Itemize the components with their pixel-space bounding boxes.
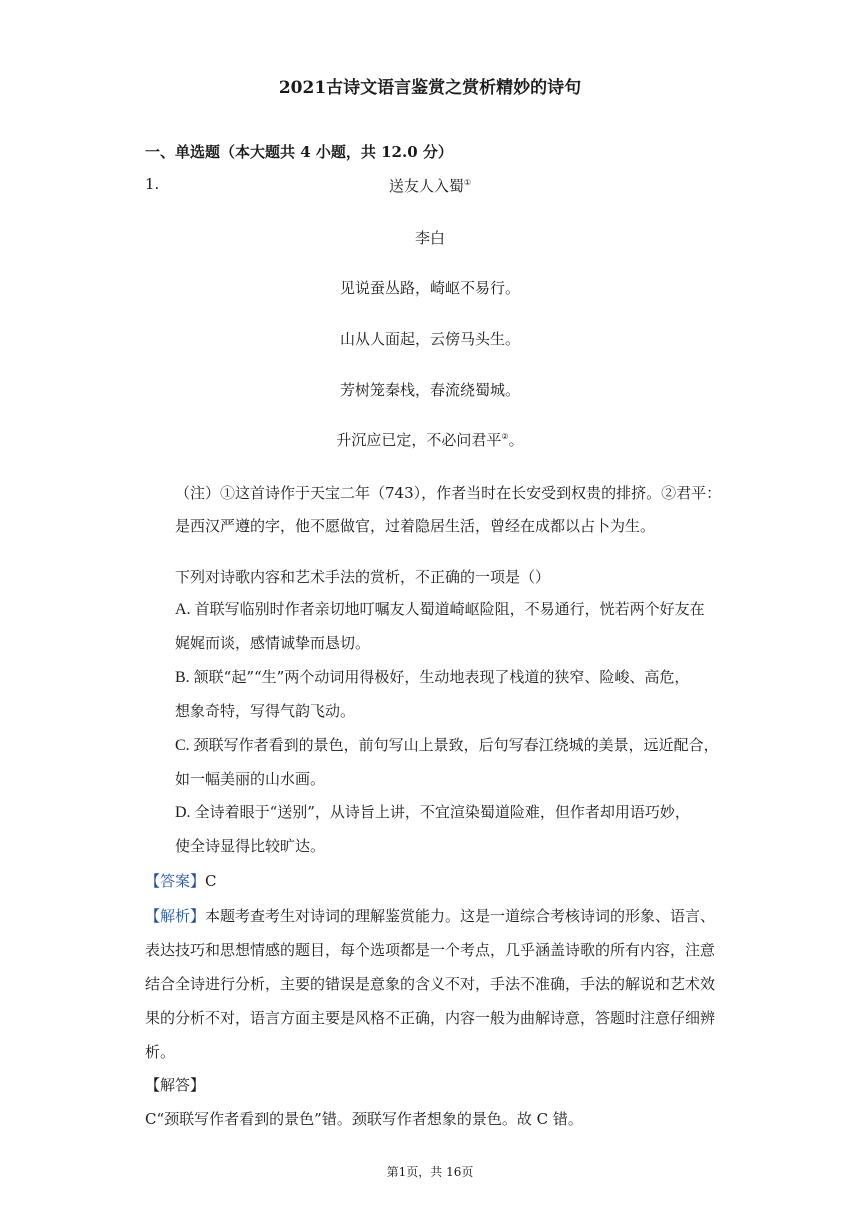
- option-a-line1: [175, 598, 705, 619]
- note-line: （注）①这首诗作于天宝二年（743），作者当时在长安受到权贵的排挤。②君平：: [175, 484, 722, 502]
- solution-text: C“颈联写作者看到的景色”错。颈联写作者想象的景色。故 C 错。: [145, 1110, 583, 1128]
- option-d-line1: [175, 801, 690, 822]
- analysis-line: 析。: [145, 1043, 176, 1061]
- note-line: 是西汉严遵的字，他不愿做官，过着隐居生活，曾经在成都以占卜为生。: [175, 517, 656, 535]
- poem-title-text: 送友人入蜀: [388, 177, 464, 195]
- answer-tag: 【答案】: [145, 872, 206, 890]
- answer-value: C: [205, 872, 217, 890]
- option-letter: C.: [175, 737, 190, 754]
- option-c-line2: 如一幅美丽的山水画。: [175, 770, 326, 788]
- poem-line: [0, 429, 860, 450]
- footnote-mark-2: ②: [501, 432, 509, 441]
- option-d-line2: 使全诗显得比较旷达。: [175, 837, 326, 855]
- section-heading: 一、单选题（本大题共 4 小题，共 12.0 分）: [145, 143, 453, 161]
- question-prompt: 下列对诗歌内容和艺术手法的赏析，不正确的一项是（）: [175, 568, 551, 586]
- option-text: 颈联写作者看到的景色，前句写山上景致，后句写春江绕城的美景，远近配合，: [193, 736, 719, 754]
- option-c-line1: [175, 734, 719, 755]
- poem-line: 见说蚕丛路，崎岖不易行。: [339, 279, 520, 297]
- option-letter: D.: [175, 804, 191, 821]
- page-footer: 第1页，共 16页: [386, 1165, 474, 1179]
- poem-author: 李白: [414, 229, 445, 247]
- option-letter: B.: [175, 669, 190, 686]
- option-b-line2: 想象奇特，写得气韵飞动。: [175, 702, 356, 720]
- poem-line-end: 。: [508, 431, 524, 449]
- poem-title: [0, 175, 860, 196]
- option-letter: A.: [175, 601, 191, 618]
- poem-line: 山从人面起，云傍马头生。: [339, 330, 520, 348]
- document-title: 2021古诗文语言鉴赏之赏析精妙的诗句: [278, 78, 582, 98]
- analysis-tag: 【解析】: [145, 907, 206, 925]
- option-a-line2: 娓娓而谈，感情诚挚而恳切。: [175, 634, 371, 652]
- analysis-line: [145, 905, 715, 926]
- poem-line-text: 升沉应已定，不必问君平: [336, 431, 502, 449]
- option-text: 颔联“起”“生”两个动词用得极好，生动地表现了栈道的狭窄、险峻、高危，: [193, 668, 690, 686]
- solution-tag: 【解答】: [145, 1076, 206, 1094]
- analysis-text: 本题考查考生对诗词的理解鉴赏能力。这是一道综合考核诗词的形象、语言、: [205, 907, 716, 925]
- answer-line: [145, 870, 217, 891]
- analysis-line: 果的分析不对，语言方面主要是风格不正确，内容一般为曲解诗意，答题时注意仔细辨: [145, 1009, 716, 1027]
- analysis-line: 表达技巧和思想情感的题目，每个选项都是一个考点，几乎涵盖诗歌的所有内容，注意: [145, 941, 716, 959]
- footnote-mark-1: ①: [463, 178, 472, 187]
- question-number: 1.: [145, 175, 160, 193]
- analysis-line: 结合全诗进行分析，主要的错误是意象的含义不对，手法不准确，手法的解说和艺术效: [145, 975, 716, 993]
- option-text: 全诗着眼于“送别”，从诗旨上讲，不宜渲染蜀道险难，但作者却用语巧妙，: [194, 803, 690, 821]
- option-text: 首联写临别时作者亲切地叮嘱友人蜀道崎岖险阻，不易通行，恍若两个好友在: [194, 600, 705, 618]
- poem-line: 芳树笼秦栈，春流绕蜀城。: [339, 381, 520, 399]
- option-b-line1: [175, 666, 689, 687]
